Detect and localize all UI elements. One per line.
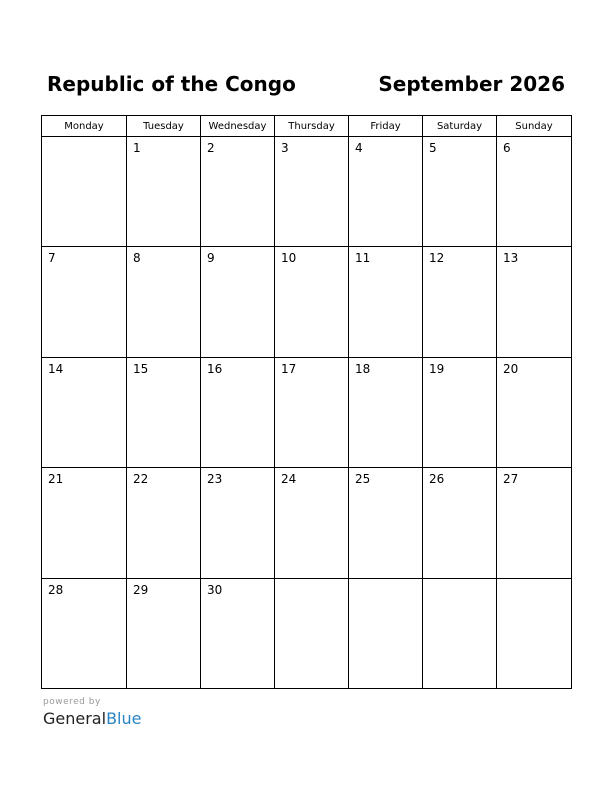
day-cell bbox=[275, 357, 349, 467]
weekday-header: Tuesday bbox=[127, 116, 201, 137]
day-number: 16 bbox=[207, 361, 223, 376]
day-cell bbox=[423, 137, 497, 247]
day-cell bbox=[275, 137, 349, 247]
day-number: 17 bbox=[281, 361, 297, 376]
day-cell bbox=[349, 578, 423, 688]
week-row bbox=[42, 247, 572, 357]
day-number bbox=[349, 579, 422, 582]
day-cell bbox=[349, 137, 423, 247]
day-number: 21 bbox=[48, 472, 64, 487]
weekday-header-row bbox=[42, 116, 572, 137]
calendar-grid bbox=[41, 115, 571, 689]
day-number: 5 bbox=[429, 141, 437, 155]
weekday-header: Saturday bbox=[423, 116, 497, 137]
day-cell bbox=[127, 247, 201, 357]
day-number: 22 bbox=[133, 472, 149, 487]
day-number: 3 bbox=[281, 141, 289, 155]
day-number: 26 bbox=[429, 472, 445, 487]
footer-branding bbox=[43, 697, 141, 729]
powered-by-text: powered by bbox=[43, 697, 101, 707]
day-number bbox=[42, 137, 126, 140]
day-cell bbox=[275, 247, 349, 357]
day-number: 1 bbox=[133, 141, 141, 155]
day-number: 12 bbox=[429, 251, 445, 266]
day-number: 4 bbox=[355, 141, 363, 155]
day-cell bbox=[497, 137, 572, 247]
day-cell bbox=[42, 137, 127, 247]
weekday-header: Friday bbox=[349, 116, 423, 137]
day-number: 15 bbox=[133, 361, 149, 376]
day-cell bbox=[423, 468, 497, 578]
day-cell bbox=[275, 468, 349, 578]
day-cell bbox=[42, 578, 127, 688]
calendar-country-title: Republic of the Congo bbox=[47, 72, 296, 96]
day-number: 11 bbox=[355, 251, 371, 266]
day-number bbox=[497, 579, 571, 582]
day-number bbox=[275, 579, 348, 582]
generalblue-logo[interactable] bbox=[43, 709, 141, 729]
day-cell bbox=[127, 357, 201, 467]
week-row bbox=[42, 578, 572, 688]
day-number: 8 bbox=[133, 251, 141, 266]
day-number: 27 bbox=[503, 472, 519, 487]
day-number: 6 bbox=[503, 141, 511, 155]
day-number: 14 bbox=[48, 361, 64, 376]
day-cell bbox=[423, 247, 497, 357]
day-number: 9 bbox=[207, 251, 215, 266]
day-number: 2 bbox=[207, 141, 215, 155]
day-cell bbox=[127, 137, 201, 247]
day-cell bbox=[201, 357, 275, 467]
calendar-table bbox=[41, 115, 572, 689]
day-number: 10 bbox=[281, 251, 297, 266]
day-cell bbox=[497, 578, 572, 688]
day-number: 28 bbox=[48, 582, 64, 597]
day-cell bbox=[275, 578, 349, 688]
day-number: 24 bbox=[281, 472, 297, 487]
weekday-header: Sunday bbox=[497, 116, 572, 137]
day-cell bbox=[497, 357, 572, 467]
day-number: 20 bbox=[503, 361, 519, 376]
calendar-month-title: September 2026 bbox=[378, 72, 565, 96]
day-cell bbox=[127, 578, 201, 688]
brand-name-general: General bbox=[43, 709, 107, 728]
day-cell bbox=[42, 357, 127, 467]
day-number: 7 bbox=[48, 251, 56, 266]
day-number: 25 bbox=[355, 472, 371, 487]
day-cell bbox=[423, 357, 497, 467]
day-cell bbox=[497, 247, 572, 357]
day-cell bbox=[201, 137, 275, 247]
weekday-header: Monday bbox=[42, 116, 127, 137]
day-cell bbox=[201, 578, 275, 688]
day-number: 19 bbox=[429, 361, 445, 376]
brand-name-blue: Blue bbox=[106, 709, 142, 728]
day-cell bbox=[127, 468, 201, 578]
weekday-header: Wednesday bbox=[201, 116, 275, 137]
day-cell bbox=[349, 357, 423, 467]
week-row bbox=[42, 468, 572, 578]
day-cell bbox=[497, 468, 572, 578]
weekday-header: Thursday bbox=[275, 116, 349, 137]
day-number: 13 bbox=[503, 251, 519, 266]
week-row bbox=[42, 357, 572, 467]
day-cell bbox=[349, 468, 423, 578]
day-cell bbox=[201, 247, 275, 357]
day-number: 18 bbox=[355, 361, 371, 376]
day-cell bbox=[349, 247, 423, 357]
day-number: 30 bbox=[207, 582, 223, 597]
day-number: 23 bbox=[207, 472, 223, 487]
week-row bbox=[42, 137, 572, 247]
day-cell bbox=[42, 247, 127, 357]
day-number: 29 bbox=[133, 582, 149, 597]
day-number bbox=[423, 579, 496, 582]
day-cell bbox=[423, 578, 497, 688]
day-cell bbox=[42, 468, 127, 578]
day-cell bbox=[201, 468, 275, 578]
